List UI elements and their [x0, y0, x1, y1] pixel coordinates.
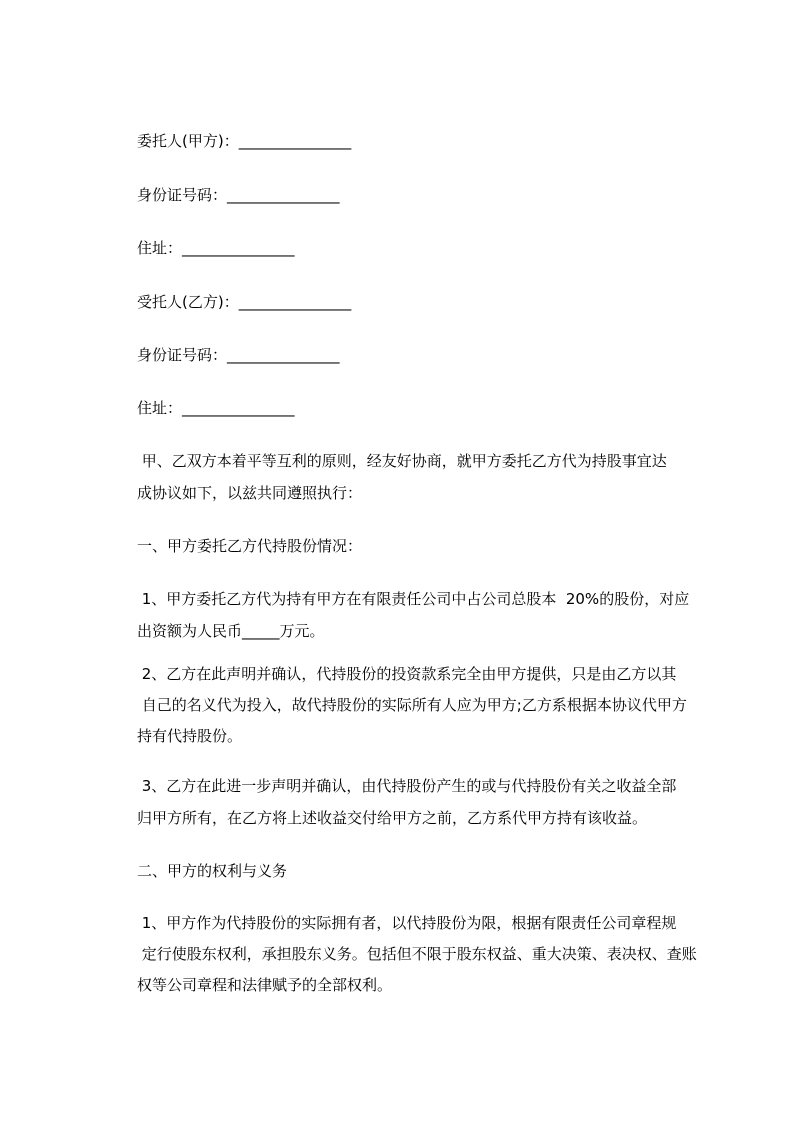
section-1-item-1-line-1: 1、甲方委托乙方代为持有甲方在有限责任公司中占公司总股本 20%的股份，对应 [137, 590, 690, 608]
section-1-item-2-line-2: 自己的名义代为投入，故代持股份的实际所有人应为甲方;乙方系根据本协议代甲方 [137, 696, 687, 714]
intro-line-2: 成协议如下，以兹共同遵照执行： [137, 484, 363, 502]
section-1-item-3-line-2: 归甲方所有，在乙方将上述收益交付给甲方之前，乙方系代甲方持有该收益。 [137, 809, 648, 827]
section-1-item-3-line-1: 3、乙方在此进一步声明并确认，由代持股份产生的或与代持股份有关之收益全部 [137, 777, 677, 795]
section-1-item-2-line-3: 持有代持股份。 [137, 727, 243, 745]
party-a-address-field: 住址：_______________ [137, 239, 295, 257]
party-a-id-field: 身份证号码：_______________ [137, 186, 340, 204]
party-b-field: 受托人(乙方)：_______________ [137, 293, 352, 311]
party-b-id-field: 身份证号码：_______________ [137, 346, 340, 364]
section-1-item-2-line-1: 2、乙方在此声明并确认，代持股份的投资款系完全由甲方提供，只是由乙方以其 [137, 665, 677, 683]
section-2-heading: 二、甲方的权利与义务 [137, 862, 288, 880]
section-2-item-1-line-1: 1、甲方作为代持股份的实际拥有者，以代持股份为限，根据有限责任公司章程规 [137, 914, 677, 932]
party-a-field: 委托人(甲方)：_______________ [137, 132, 352, 150]
section-1-item-1-line-2: 出资额为人民币_____万元。 [137, 622, 325, 640]
section-2-item-1-line-2: 定行使股东权利，承担股东义务。包括但不限于股东权益、重大决策、表决权、查账 [137, 945, 697, 963]
section-2-item-1-line-3: 权等公司章程和法律赋予的全部权利。 [137, 976, 393, 994]
party-b-address-field: 住址：_______________ [137, 399, 295, 417]
intro-line-1: 甲、乙双方本着平等互利的原则，经友好协商，就甲方委托乙方代为持股事宜达 [137, 452, 667, 470]
section-1-heading: 一、甲方委托乙方代持股份情况： [137, 537, 363, 555]
